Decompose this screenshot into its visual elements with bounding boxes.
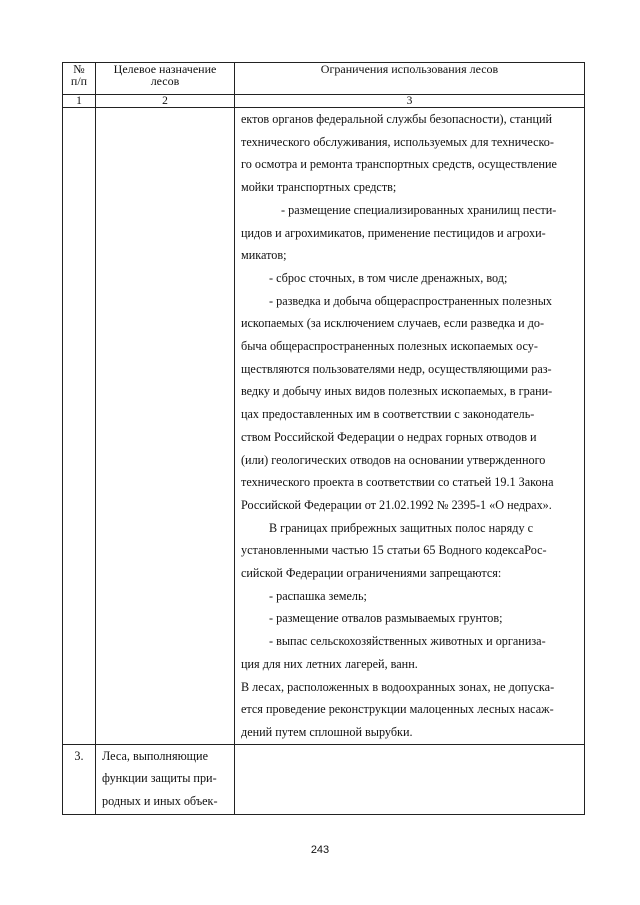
restriction-line: технического обслуживания, используемых для техническо- <box>241 134 554 149</box>
column-number-1: 1 <box>63 95 96 108</box>
forest-restrictions-table <box>62 62 585 815</box>
restriction-line: быча общераспространенных полезных ископаемых осу- <box>241 339 538 354</box>
table-row-3 <box>63 744 585 814</box>
continuation-restrictions-cell <box>235 108 585 745</box>
restriction-line: - распашка земель; <box>269 588 367 603</box>
header-col-purpose <box>96 63 235 95</box>
header-col-restrictions <box>235 63 585 95</box>
continuation-purpose-cell <box>96 108 235 745</box>
row3-purpose-line: функции защиты при- <box>102 771 217 786</box>
restriction-line: В лесах, расположенных в водоохранных зонах, не допуска- <box>241 679 555 694</box>
header-col-number <box>63 63 96 95</box>
restriction-line: - разведка и добыча общераспространенных полезных <box>269 293 553 308</box>
restriction-line: ется проведение реконструкции малоценных лесных насаж- <box>241 702 554 717</box>
restriction-line: цах предоставленных им в соответствии с законодатель- <box>241 407 535 422</box>
restriction-line: - выпас сельскохозяйственных животных и организа- <box>269 634 546 649</box>
restriction-line: технического проекта в соответствии со статьей 19.1 Закона <box>241 475 554 490</box>
restriction-line: дений путем сплошной вырубки. <box>241 724 413 739</box>
restriction-line: ществляются пользователями недр, осуществляющими раз- <box>241 361 552 376</box>
continuation-number-cell <box>63 108 96 745</box>
row3-purpose-line: Леса, выполняющие <box>102 748 208 763</box>
restriction-line: микатов; <box>241 248 287 263</box>
table-row-continuation <box>63 108 585 745</box>
restriction-line: мойки транспортных средств; <box>241 180 397 195</box>
restriction-line: установленными частью 15 статьи 65 Водного кодексаРос- <box>241 543 547 558</box>
restriction-line: ством Российской Федерации о недрах горных отводов и <box>241 429 537 444</box>
restriction-line: ведку и добычу иных видов полезных ископаемых, в грани- <box>241 384 553 399</box>
column-number-row <box>63 95 585 108</box>
restriction-line: - сброс сточных, в том числе дренажных, вод; <box>269 270 508 285</box>
restriction-line: сийской Федерации ограничениями запрещаются: <box>241 566 502 581</box>
row3-purpose <box>96 744 235 814</box>
restriction-line: - размещение специализированных хранилищ пести- <box>281 202 557 217</box>
restriction-line: цидов и агрохимикатов, применение пестицидов и агрохи- <box>241 225 546 240</box>
restriction-line: - размещение отвалов размываемых грунтов; <box>269 611 503 626</box>
restriction-line: ископаемых (за исключением случаев, если разведка и до- <box>241 316 545 331</box>
page-number: 243 <box>310 844 330 856</box>
restriction-line: ция для них летних лагерей, ванн. <box>241 656 418 671</box>
restriction-line: (или) геологических отводов на основании утвержденного <box>241 452 546 467</box>
header-purpose-text: Целевое назначение лесов <box>113 62 217 88</box>
header-number-text: № п/п <box>70 62 88 88</box>
restriction-line: Российской Федерации от 21.02.1992 № 2395-1 «О недрах». <box>241 497 552 512</box>
row3-restrictions <box>235 744 585 814</box>
row3-number: 3. <box>63 744 96 814</box>
restriction-line: В границах прибрежных защитных полос наряду с <box>269 520 533 535</box>
table-header-row <box>63 63 585 95</box>
column-number-2: 2 <box>96 95 235 108</box>
column-number-3: 3 <box>235 95 585 108</box>
row3-purpose-line: родных и иных объек- <box>102 794 218 809</box>
header-restrictions-text: Ограничения использования лесов <box>320 62 499 76</box>
restriction-line: ектов органов федеральной службы безопасности), станций <box>241 112 553 126</box>
restriction-line: го осмотра и ремонта транспортных средств, осуществление <box>241 157 557 172</box>
